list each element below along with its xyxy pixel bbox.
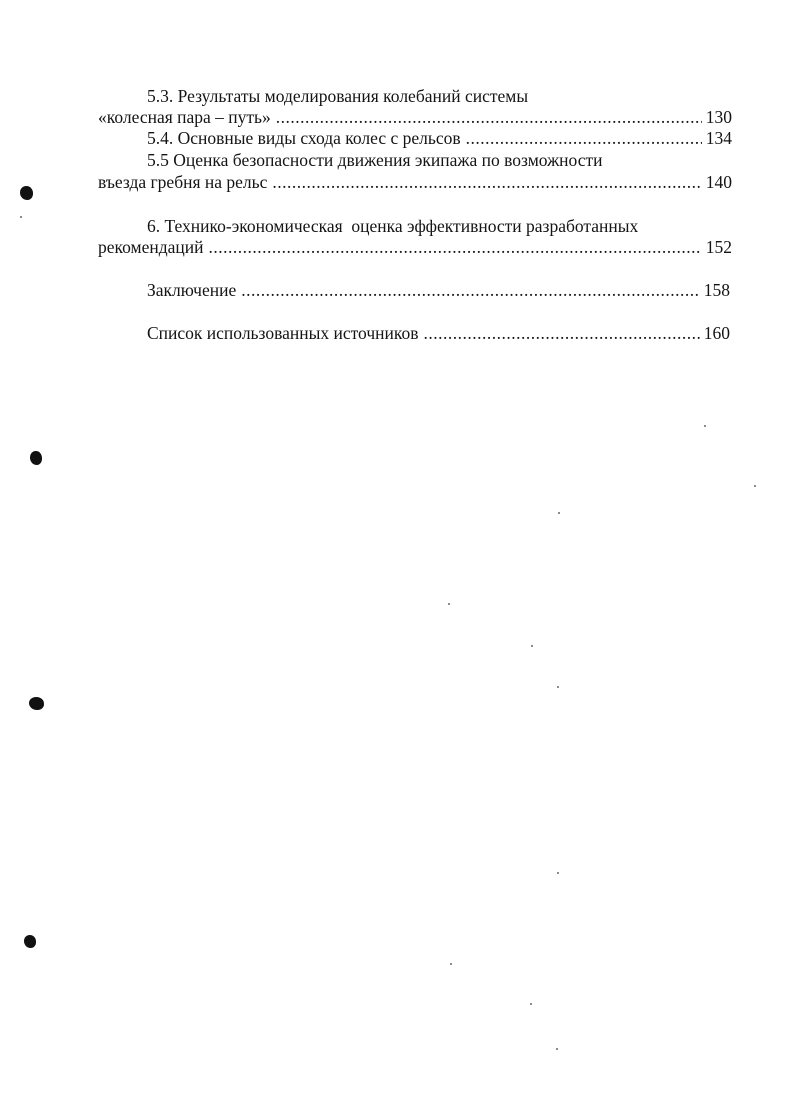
toc-conclusion-title: Заключение (147, 280, 237, 300)
toc-entry-5-5-title-line2: въезда гребня на рельс (98, 172, 268, 192)
toc-entry-5-5-title-line1 (147, 149, 603, 171)
toc-entry-5-3-page: 130 (705, 107, 732, 127)
toc-entry-6-title-line1 (147, 215, 638, 237)
scan-speck (557, 686, 559, 688)
toc-entry-5-5-text: 5.5 Оценка безопасности движения экипажа по возможности (147, 150, 603, 170)
toc-entry-5-3-title-line2: «колесная пара – путь» (98, 107, 271, 127)
dot-leader (276, 106, 702, 128)
toc-entry-5-5 (98, 171, 732, 193)
dot-leader (466, 127, 702, 149)
dot-leader (241, 279, 700, 301)
toc-entry-6-page: 152 (705, 237, 732, 257)
scan-speck (704, 425, 706, 427)
punch-hole-icon (30, 451, 42, 465)
toc-entry-5-3-title-line1 (147, 85, 528, 107)
toc-entry-5-4 (147, 127, 732, 149)
scan-speck (531, 645, 533, 647)
toc-conclusion-page: 158 (703, 280, 730, 300)
scan-speck (448, 603, 450, 605)
punch-hole-icon (20, 186, 33, 200)
scan-speck (530, 1003, 532, 1005)
toc-entry-5-4-title: 5.4. Основные виды схода колес с рельсов (147, 128, 461, 148)
toc-references-page: 160 (703, 323, 730, 343)
scan-speck (450, 963, 452, 965)
toc-references (147, 322, 730, 344)
toc-entry-6 (98, 236, 732, 258)
toc-entry-5-3-text: 5.3. Результаты моделирования колебаний системы (147, 86, 529, 106)
toc-entry-6-text: 6. Технико-экономическая оценка эффективности разработанных (147, 216, 639, 236)
dot-leader (272, 171, 701, 193)
scan-speck (557, 872, 559, 874)
toc-entry-6-title-line2: рекомендаций (98, 237, 204, 257)
toc-entry-5-4-page: 134 (705, 128, 732, 148)
punch-hole-icon (29, 697, 44, 710)
scan-speck (556, 1048, 558, 1050)
toc-entry-5-5-page: 140 (705, 172, 732, 192)
toc-references-title: Список использованных источников (147, 323, 419, 343)
scan-speck (558, 512, 560, 514)
toc-entry-5-3 (98, 106, 732, 128)
toc-conclusion (147, 279, 730, 301)
punch-hole-icon (24, 935, 36, 948)
dot-leader (209, 236, 702, 258)
dot-leader (424, 322, 700, 344)
scan-speck (754, 485, 756, 487)
scan-speck (20, 216, 22, 218)
